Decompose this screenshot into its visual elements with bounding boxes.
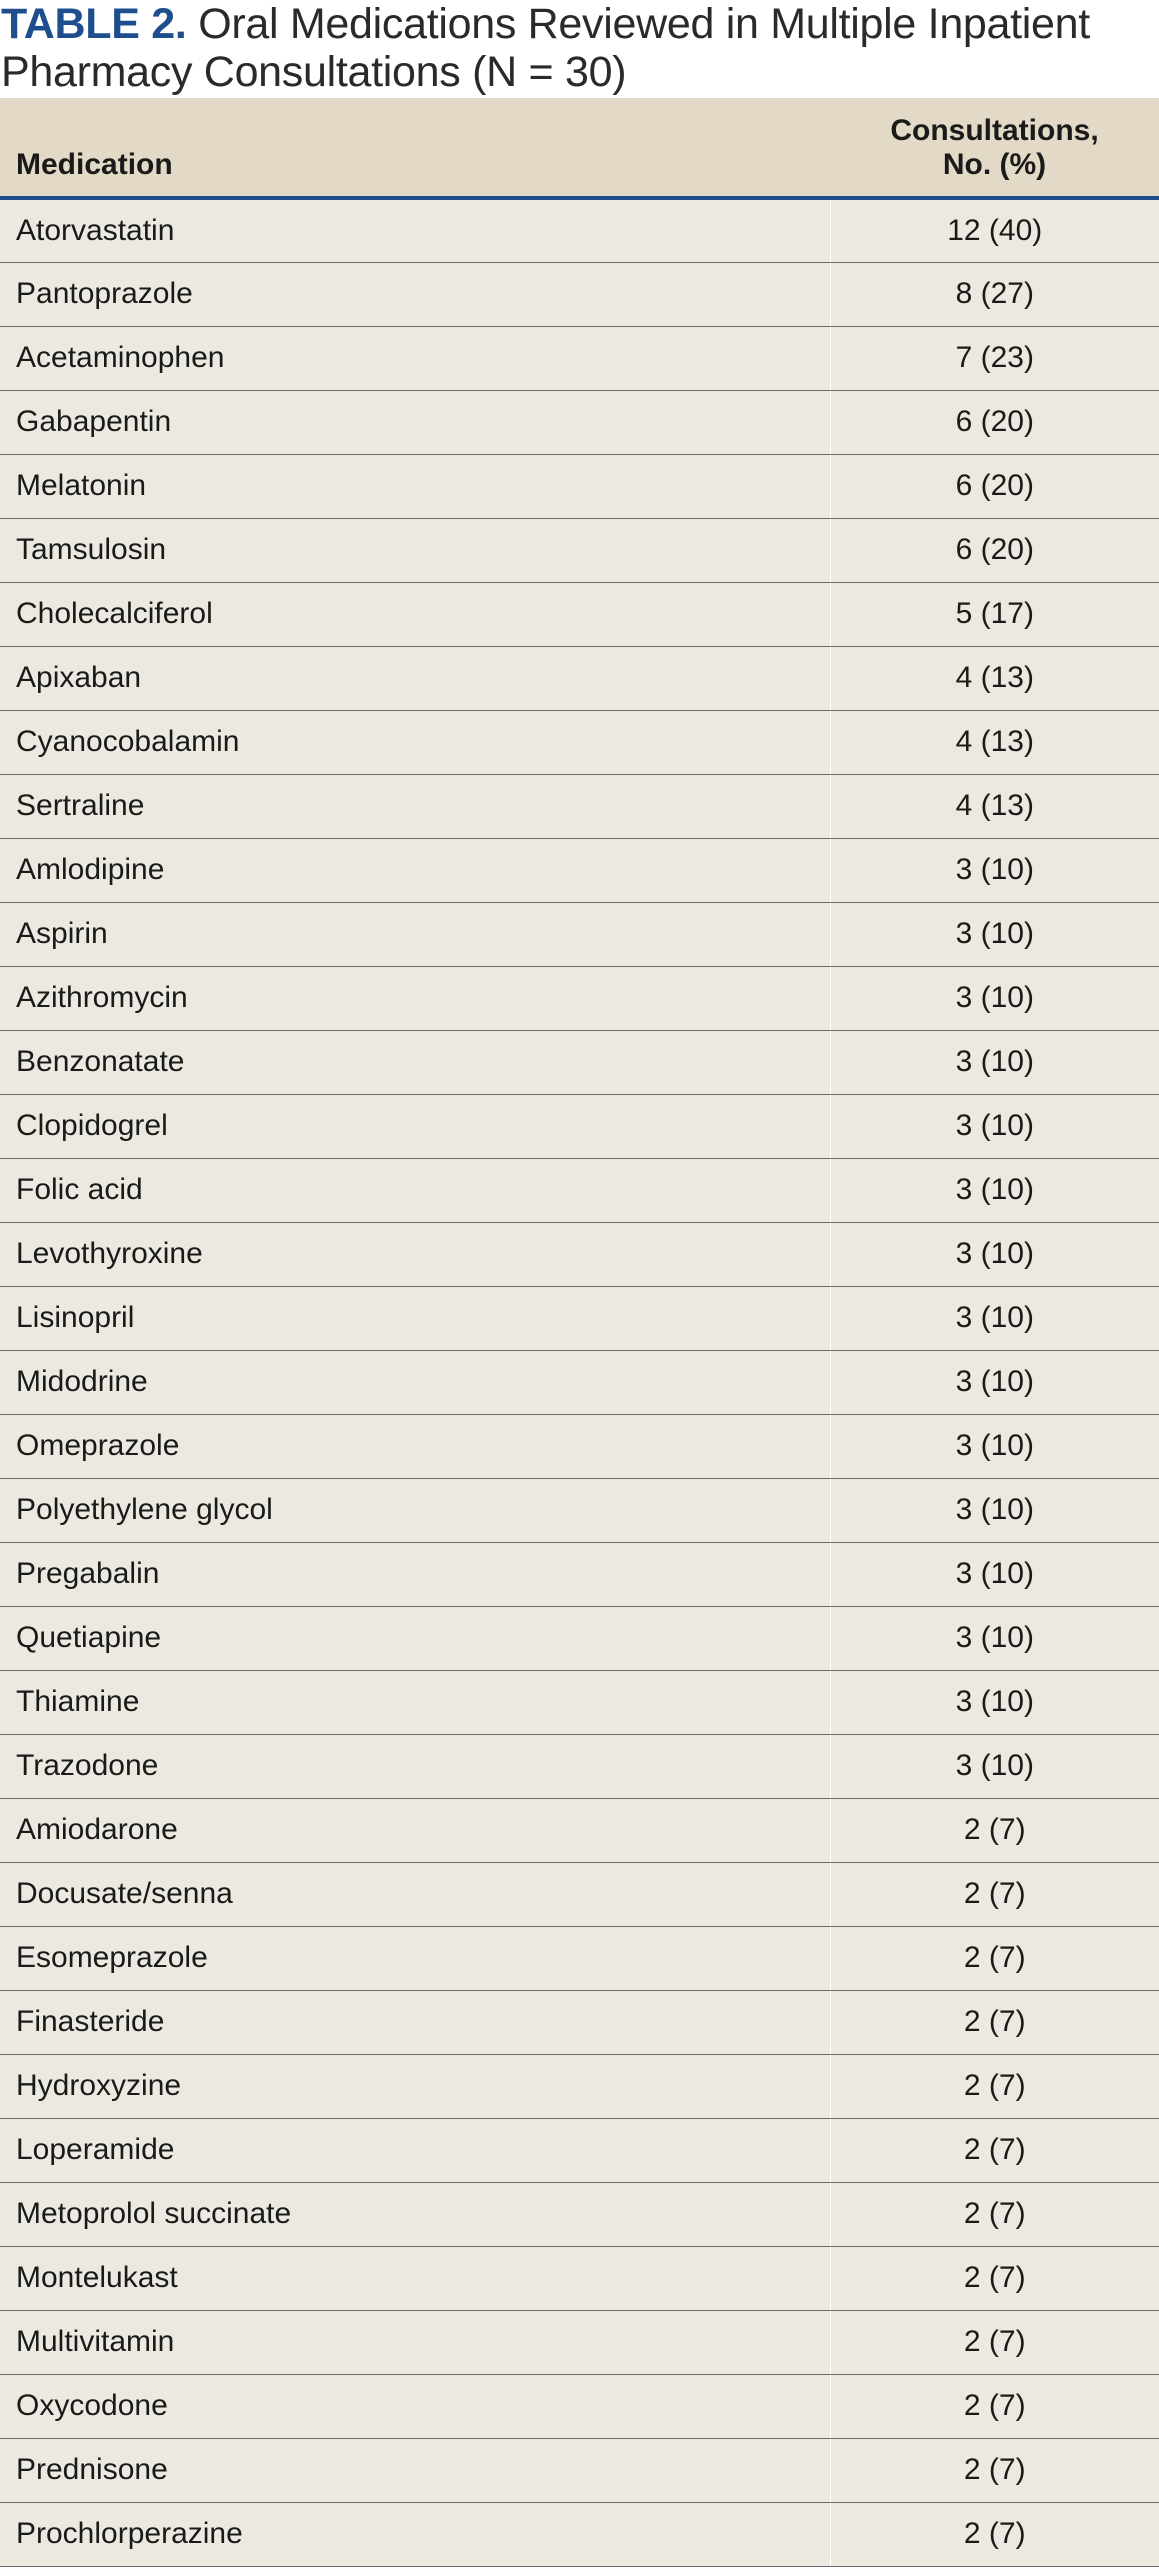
medication-cell: Benzonatate bbox=[0, 1030, 830, 1094]
medication-cell: Azithromycin bbox=[0, 966, 830, 1030]
medication-cell: Acetaminophen bbox=[0, 326, 830, 390]
consultations-cell: 2 (7) bbox=[830, 2054, 1159, 2118]
consultations-cell: 4 (13) bbox=[830, 646, 1159, 710]
medication-cell: Apixaban bbox=[0, 646, 830, 710]
table-row bbox=[0, 454, 1159, 518]
consultations-cell: 2 (7) bbox=[830, 1798, 1159, 1862]
medication-cell: Finasteride bbox=[0, 1990, 830, 2054]
consultations-cell: 3 (10) bbox=[830, 902, 1159, 966]
consultations-cell: 3 (10) bbox=[830, 1606, 1159, 1670]
table-row bbox=[0, 582, 1159, 646]
consultations-cell: 2 (7) bbox=[830, 2374, 1159, 2438]
consultations-cell: 3 (10) bbox=[830, 966, 1159, 1030]
medication-cell: Hydroxyzine bbox=[0, 2054, 830, 2118]
medication-cell: Thiamine bbox=[0, 1670, 830, 1734]
table-row bbox=[0, 646, 1159, 710]
table-row bbox=[0, 2310, 1159, 2374]
medication-cell: Amlodipine bbox=[0, 838, 830, 902]
table-caption bbox=[0, 0, 1159, 98]
consultations-cell: 3 (10) bbox=[830, 1222, 1159, 1286]
table-row bbox=[0, 1734, 1159, 1798]
consultations-cell: 2 (7) bbox=[830, 1990, 1159, 2054]
consultations-cell: 3 (10) bbox=[830, 1734, 1159, 1798]
consultations-cell: 2 (7) bbox=[830, 1926, 1159, 1990]
consultations-cell: 6 (20) bbox=[830, 454, 1159, 518]
consultations-cell: 2 (7) bbox=[830, 2310, 1159, 2374]
consultations-cell: 3 (10) bbox=[830, 1670, 1159, 1734]
table-row bbox=[0, 1478, 1159, 1542]
header-consultations bbox=[830, 98, 1159, 198]
table-row bbox=[0, 1094, 1159, 1158]
medication-cell: Amiodarone bbox=[0, 1798, 830, 1862]
medication-cell: Tamsulosin bbox=[0, 518, 830, 582]
consultations-cell: 4 (13) bbox=[830, 774, 1159, 838]
medication-cell: Loperamide bbox=[0, 2118, 830, 2182]
medication-cell: Polyethylene glycol bbox=[0, 1478, 830, 1542]
consultations-cell: 7 (23) bbox=[830, 326, 1159, 390]
header-consultations-line2: No. (%) bbox=[942, 148, 1047, 181]
consultations-cell: 3 (10) bbox=[830, 1414, 1159, 1478]
medication-cell: Montelukast bbox=[0, 2246, 830, 2310]
medication-cell: Cyanocobalamin bbox=[0, 710, 830, 774]
consultations-cell: 2 (7) bbox=[830, 2438, 1159, 2502]
medication-cell: Oxycodone bbox=[0, 2374, 830, 2438]
table-row bbox=[0, 1030, 1159, 1094]
consultations-cell: 4 (13) bbox=[830, 710, 1159, 774]
medication-cell: Prednisone bbox=[0, 2438, 830, 2502]
table-row bbox=[0, 1222, 1159, 1286]
medication-cell: Clopidogrel bbox=[0, 1094, 830, 1158]
table-row bbox=[0, 838, 1159, 902]
table-body bbox=[0, 198, 1159, 2566]
medication-cell: Atorvastatin bbox=[0, 198, 830, 262]
table-row bbox=[0, 518, 1159, 582]
consultations-cell: 3 (10) bbox=[830, 1094, 1159, 1158]
consultations-cell: 2 (7) bbox=[830, 1862, 1159, 1926]
table-row bbox=[0, 1990, 1159, 2054]
table-row bbox=[0, 1862, 1159, 1926]
table-row bbox=[0, 774, 1159, 838]
medication-cell: Midodrine bbox=[0, 1350, 830, 1414]
medication-cell: Omeprazole bbox=[0, 1414, 830, 1478]
table-row bbox=[0, 262, 1159, 326]
consultations-cell: 2 (7) bbox=[830, 2118, 1159, 2182]
table-row bbox=[0, 2182, 1159, 2246]
consultations-cell: 3 (10) bbox=[830, 1286, 1159, 1350]
table-row bbox=[0, 2054, 1159, 2118]
medication-cell: Gabapentin bbox=[0, 390, 830, 454]
table-row bbox=[0, 198, 1159, 262]
table-row bbox=[0, 2374, 1159, 2438]
table-row bbox=[0, 2502, 1159, 2566]
table-row bbox=[0, 966, 1159, 1030]
medication-cell: Prochlorperazine bbox=[0, 2502, 830, 2566]
medications-table bbox=[0, 98, 1159, 2567]
table-row bbox=[0, 1542, 1159, 1606]
consultations-cell: 3 (10) bbox=[830, 1350, 1159, 1414]
medication-cell: Pregabalin bbox=[0, 1542, 830, 1606]
medication-cell: Levothyroxine bbox=[0, 1222, 830, 1286]
table-row bbox=[0, 390, 1159, 454]
header-medication: Medication bbox=[0, 98, 830, 198]
consultations-cell: 3 (10) bbox=[830, 838, 1159, 902]
table-row bbox=[0, 326, 1159, 390]
table-row bbox=[0, 1286, 1159, 1350]
header-consultations-line1: Consultations, bbox=[890, 114, 1099, 147]
table-row bbox=[0, 1158, 1159, 1222]
medication-cell: Sertraline bbox=[0, 774, 830, 838]
table-header bbox=[0, 98, 1159, 198]
medication-cell: Multivitamin bbox=[0, 2310, 830, 2374]
medication-cell: Docusate/senna bbox=[0, 1862, 830, 1926]
medication-cell: Quetiapine bbox=[0, 1606, 830, 1670]
table-row bbox=[0, 1350, 1159, 1414]
table-row bbox=[0, 1798, 1159, 1862]
medication-cell: Esomeprazole bbox=[0, 1926, 830, 1990]
medication-cell: Cholecalciferol bbox=[0, 582, 830, 646]
consultations-cell: 8 (27) bbox=[830, 262, 1159, 326]
table-label: TABLE 2. bbox=[1, 0, 187, 48]
consultations-cell: 3 (10) bbox=[830, 1158, 1159, 1222]
medication-cell: Metoprolol succinate bbox=[0, 2182, 830, 2246]
consultations-cell: 5 (17) bbox=[830, 582, 1159, 646]
consultations-cell: 2 (7) bbox=[830, 2246, 1159, 2310]
table-row bbox=[0, 1606, 1159, 1670]
table-row bbox=[0, 1926, 1159, 1990]
medication-cell: Melatonin bbox=[0, 454, 830, 518]
consultations-cell: 6 (20) bbox=[830, 518, 1159, 582]
medication-cell: Trazodone bbox=[0, 1734, 830, 1798]
consultations-cell: 3 (10) bbox=[830, 1542, 1159, 1606]
table-row bbox=[0, 1414, 1159, 1478]
medication-cell: Folic acid bbox=[0, 1158, 830, 1222]
table-row bbox=[0, 2438, 1159, 2502]
table-row bbox=[0, 2118, 1159, 2182]
consultations-cell: 3 (10) bbox=[830, 1478, 1159, 1542]
medication-cell: Aspirin bbox=[0, 902, 830, 966]
consultations-cell: 6 (20) bbox=[830, 390, 1159, 454]
table-row bbox=[0, 1670, 1159, 1734]
table-title: Oral Medications Reviewed in Multiple Inpatient Pharmacy Consultations (N = 30) bbox=[1, 0, 1090, 96]
medication-cell: Lisinopril bbox=[0, 1286, 830, 1350]
consultations-cell: 2 (7) bbox=[830, 2502, 1159, 2566]
table-row bbox=[0, 710, 1159, 774]
table-row bbox=[0, 2246, 1159, 2310]
consultations-cell: 2 (7) bbox=[830, 2182, 1159, 2246]
table-row bbox=[0, 902, 1159, 966]
consultations-cell: 3 (10) bbox=[830, 1030, 1159, 1094]
consultations-cell: 12 (40) bbox=[830, 198, 1159, 262]
header-row bbox=[0, 98, 1159, 198]
medication-cell: Pantoprazole bbox=[0, 262, 830, 326]
